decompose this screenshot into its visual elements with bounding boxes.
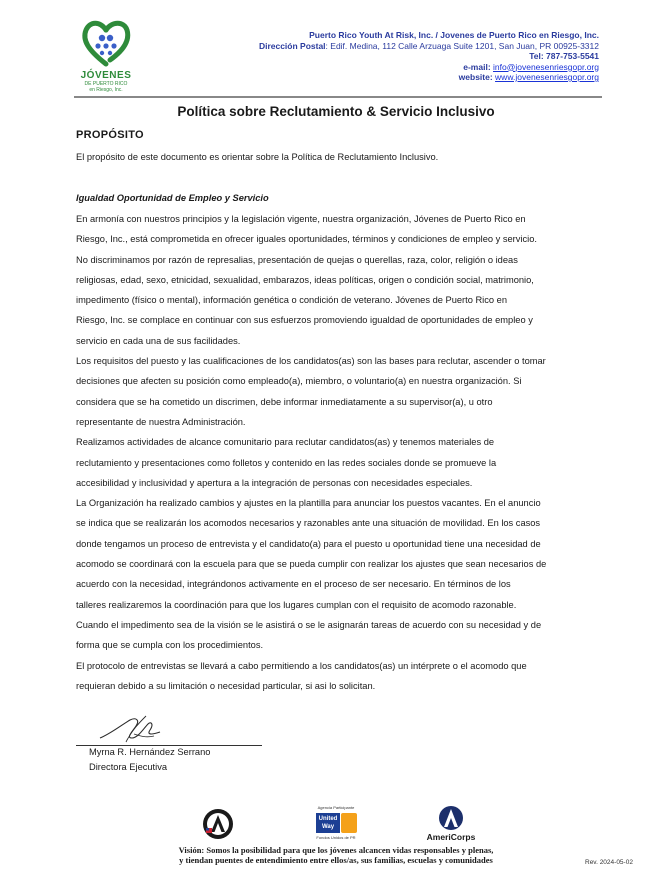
body-line: Riesgo, Inc., está comprometida en ofrecer iguales oportunidades, términos y condiciones de empleo y servicio.: [76, 234, 537, 245]
americorps-a-icon: [420, 804, 482, 832]
organization-name: Puerto Rico Youth At Risk, Inc. / Jovenes de Puerto Rico en Riesgo, Inc.: [309, 30, 599, 40]
telephone: Tel: 787-753-5541: [529, 51, 599, 61]
equal-opportunity-subheading: Igualdad Oportunidad de Empleo y Servicio: [76, 193, 269, 203]
logo-line-1: JÓVENES: [80, 70, 132, 81]
policy-body: [76, 213, 616, 700]
body-line: Riesgo, Inc. se complace en continuar con sus esfuerzos promoviendo igualdad de oportunidades de empleo y: [76, 315, 533, 326]
body-line: acomodo se coordinará con la escuela para que se pueda cumplir con realizar los ajustes que sean necesarios de: [76, 559, 547, 570]
address-label: Dirección Postal: [258, 40, 326, 51]
website-line: [259, 72, 599, 83]
united-way-mark: United Way: [316, 813, 340, 833]
vision-line-1: Visión: Somos la posibilidad para que los jóvenes alcancen vidas responsables y plenas,: [178, 845, 494, 855]
purpose-heading: PROPÓSITO: [76, 129, 144, 141]
body-line: servicio en cada una de sus facilidades.: [76, 335, 241, 346]
website-label: website:: [458, 72, 496, 82]
body-line: se indica que se realizarán los acomodos necesarios y razonables ante una situación de movilidad. En los casos: [76, 518, 541, 529]
handwritten-signature: [96, 712, 166, 748]
body-line: requieran debido a su limitación o necesidad particular, si asi lo solicitan.: [76, 680, 376, 691]
body-line: religiosas, edad, sexo, etnicidad, sexualidad, embarazos, ideas políticas, origen o condición social, matrimonio,: [76, 274, 534, 285]
americorps-wordmark: AmeriCorps: [426, 832, 476, 842]
vision-line-2: y tiendan puentes de entendimiento entre ellos/as, sus familias, escuelas y comunidades: [179, 855, 493, 865]
body-line: accesibilidad y inclusividad y apertura a la integración de personas con necesidades especiales.: [76, 477, 473, 488]
organization-logo: [76, 18, 136, 96]
americorps-logo: [420, 804, 482, 844]
body-line: El protocolo de entrevistas se llevará a cabo permitiendo a los candidatos(as) un intérprete o el acomodo que: [76, 660, 527, 671]
website-link[interactable]: www.jovenesenriesgopr.org: [495, 72, 599, 82]
body-line: talleres realizaremos la coordinación para que los lugares cumplan con el requisito de acomodo razonable.: [76, 599, 517, 610]
body-line: representante de nuestra Administración.: [76, 416, 246, 427]
header-divider: [74, 96, 602, 98]
body-line: No discriminamos por razón de represalias, presentación de quejas o querellas, raza, color, religión o ideas: [76, 254, 518, 265]
body-line: Los requisitos del puesto y las cualificaciones de los candidatos(as) son las bases para reclutar, ascender o tomar: [76, 356, 546, 367]
body-line: Realizamos actividades de alcance comunitario para reclutar candidatos(as) y tenemos materiales de: [76, 437, 495, 448]
logo-line-2: DE PUERTO RICO: [84, 81, 128, 87]
logo-line-3: en Riesgo, Inc.: [89, 87, 123, 93]
united-way-subcaption: Fondos Unidos de PR: [316, 835, 356, 840]
body-line: donde tengamos un proceso de entrevista y el candidato(a) para el puesto u oportunidad tiene una necesidad de: [76, 538, 541, 549]
organization-contact-block: [259, 30, 599, 83]
body-line: decisiones que afecten su posición como empleado(a), miembro, o voluntario(a) en nuestra organización. Si: [76, 376, 522, 387]
email-line: [259, 62, 599, 73]
body-line: forma que se cumpla con los procedimientos.: [76, 640, 264, 651]
postal-address-line: [259, 41, 599, 52]
signer-title: Directora Ejecutiva: [89, 762, 168, 772]
helping-hand-icon: [341, 813, 357, 833]
body-line: La Organización ha realizado cambios y ajustes en la plantilla para anunciar los puestos vacantes. En el anuncio: [76, 498, 541, 509]
postal-address: : Edif. Medina, 112 Calle Arzuaga Suite 1201, San Juan, PR 00925-3312: [325, 40, 599, 51]
vision-statement: [0, 845, 672, 865]
body-line: impedimento (físico o mental), información genética o condición de veterano. Jóvenes de Puerto Rico en: [76, 295, 507, 306]
heart-logo-icon: [80, 18, 132, 68]
body-line: Cuando el impedimento sea de la visión se le asistirá o se le asignarán tareas de acuerdo con su necesidad y de: [76, 619, 542, 630]
americorps-seal-icon: [202, 808, 234, 840]
email-link[interactable]: info@jovenesenriesgopr.org: [493, 61, 599, 72]
logo-wordmark: [76, 70, 136, 93]
purpose-text: El propósito de este documento es orientar sobre la Política de Reclutamiento Inclusivo.: [76, 152, 439, 162]
signer-name: Myrna R. Hernández Serrano: [89, 747, 211, 757]
document-title: Política sobre Reclutamiento & Servicio Inclusivo: [177, 104, 495, 119]
body-line: considera que se ha cometido un discrimen, debe informar inmediatamente a su supervisor(a), u otro: [76, 396, 493, 407]
united-way-logo: [312, 805, 360, 841]
signature-line: [76, 745, 262, 746]
united-way-caption: Agencia Participante: [317, 805, 355, 810]
body-line: En armonía con nuestros principios y la legislación vigente, nuestra organización, Jóvenes de Puerto Rico en: [76, 214, 526, 224]
body-line: acuerdo con la necesidad, integrándonos activamente en el proceso de ser necesario. En términos de los: [76, 579, 511, 590]
body-line: reclutamiento y presentaciones como folletos y contenido en las redes sociales donde se promueve la: [76, 457, 497, 468]
email-label: e-mail:: [463, 61, 494, 72]
revision-date: Rev. 2024-05-02: [585, 859, 633, 866]
